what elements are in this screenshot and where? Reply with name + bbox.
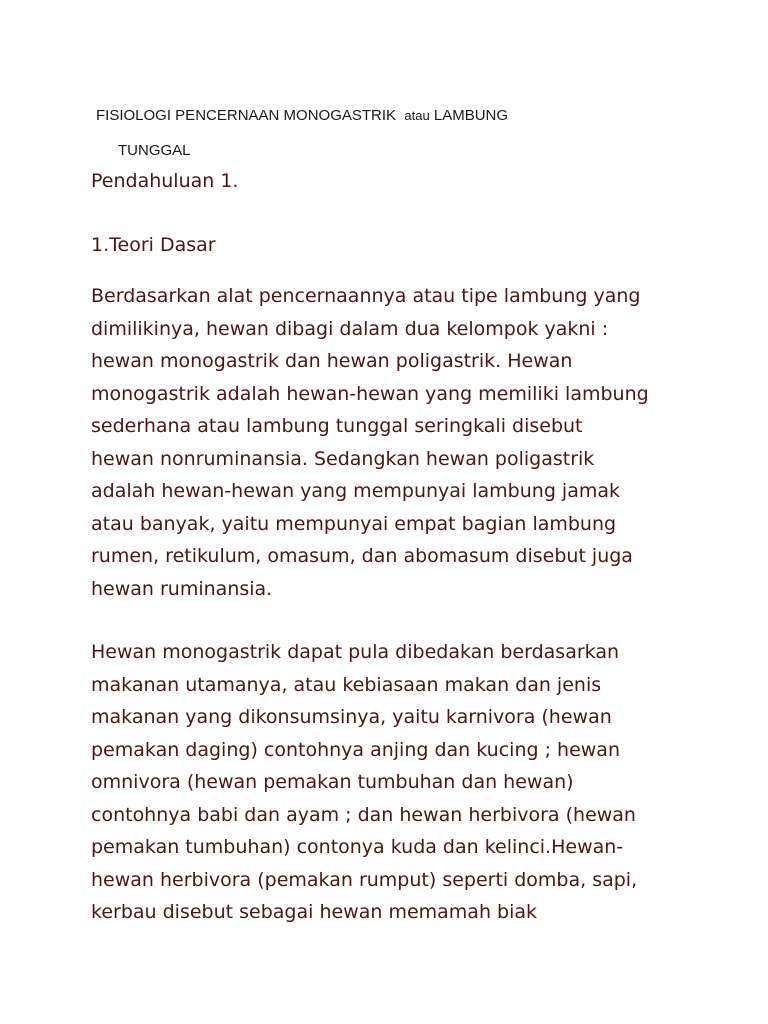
paragraph-line: atau banyak, yaitu mempunyai empat bagian lambung bbox=[91, 512, 617, 535]
paragraph-line: contohnya babi dan ayam ; dan hewan herbivora (hewan bbox=[91, 803, 636, 826]
paragraph-line: adalah hewan-hewan yang mempunyai lambung jamak bbox=[91, 480, 620, 502]
paragraph-line: makanan utamanya, atau kebiasaan makan dan jenis bbox=[91, 673, 602, 696]
title-main: FISIOLOGI PENCERNAAN MONOGASTRIK bbox=[96, 107, 397, 124]
paragraph-line: hewan ruminansia. bbox=[91, 577, 273, 600]
paragraph-line: monogastrik adalah hewan-hewan yang memiliki lambung bbox=[91, 382, 649, 405]
paragraph-line: hewan monogastrik dan hewan poligastrik. Hewan bbox=[91, 350, 573, 372]
section-heading: 1.Teori Dasar bbox=[91, 234, 216, 256]
title-tail: LAMBUNG bbox=[433, 107, 509, 124]
paragraph-line: Berdasarkan alat pencernaannya atau tipe lambung yang bbox=[91, 285, 641, 307]
title-connector: atau bbox=[404, 108, 430, 123]
paragraph-1 bbox=[91, 280, 649, 605]
paragraph-line: rumen, retikulum, omasum, dan abomasum disebut juga bbox=[91, 545, 633, 567]
paragraph-line: pemakan daging) contohnya anjing dan kucing ; hewan bbox=[91, 738, 620, 761]
paragraph-line: kerbau disebut sebagai hewan memamah biak bbox=[91, 901, 538, 923]
paragraph-line: pemakan tumbuhan) contonya kuda dan kelinci.Hewan- bbox=[91, 836, 624, 858]
paragraph-2 bbox=[91, 636, 637, 929]
document-title bbox=[96, 107, 508, 124]
intro-heading: Pendahuluan 1. bbox=[91, 170, 239, 192]
paragraph-line: makanan yang dikonsumsinya, yaitu karnivora (hewan bbox=[91, 706, 612, 728]
paragraph-line: hewan herbivora (pemakan rumput) seperti domba, sapi, bbox=[91, 868, 638, 891]
paragraph-line: dimilikinya, hewan dibagi dalam dua kelompok yakni : bbox=[91, 317, 609, 340]
paragraph-line: Hewan monogastrik dapat pula dibedakan berdasarkan bbox=[91, 641, 620, 663]
paragraph-line: omnivora (hewan pemakan tumbuhan dan hewan) bbox=[91, 771, 574, 793]
paragraph-line: hewan nonruminansia. Sedangkan hewan poligastrik bbox=[91, 447, 595, 470]
document-title-line2: TUNGGAL bbox=[118, 142, 191, 159]
paragraph-line: sederhana atau lambung tunggal seringkali disebut bbox=[91, 415, 583, 437]
